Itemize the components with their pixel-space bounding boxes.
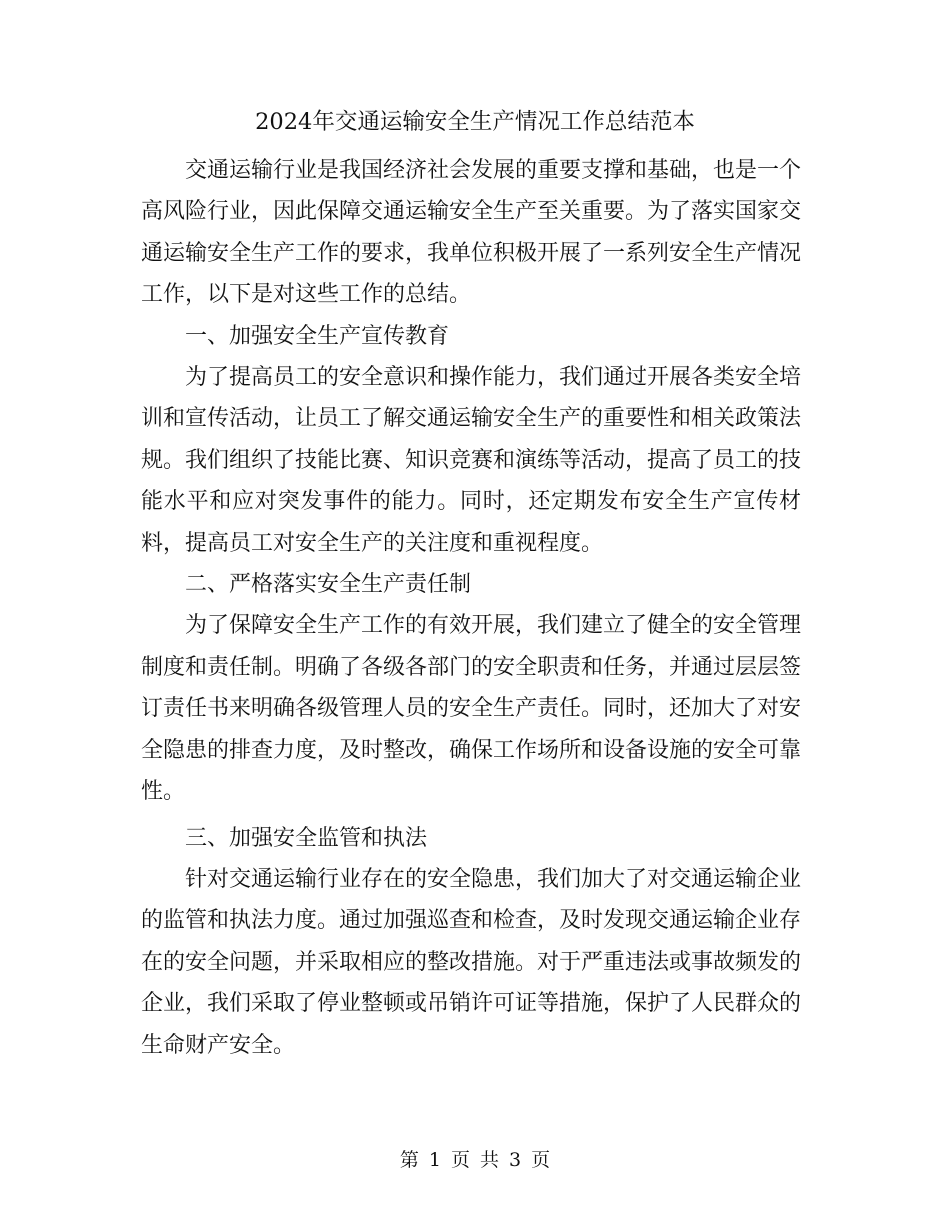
section-paragraph-2: 为了保障安全生产工作的有效开展，我们建立了健全的安全管理制度和责任制。明确了各级各部门的安全职责和任务，并通过层层签订责任书来明确各级管理人员的安全生产责任。同时，还加大了对安全隐患的排查力度，及时整改，确保工作场所和设备设施的安全可靠性。	[141, 613, 802, 805]
intro-paragraph: 交通运输行业是我国经济社会发展的重要支撑和基础，也是一个高风险行业，因此保障交通运输安全生产至关重要。为了落实国家交通运输安全生产工作的要求，我单位积极开展了一系列安全生产情况工作，以下是对这些工作的总结。	[141, 158, 802, 308]
document-body	[141, 150, 801, 1066]
section-paragraph-3: 针对交通运输行业存在的安全隐患，我们加大了对交通运输企业的监管和执法力度。通过加强巡查和检查，及时发现交通运输企业存在的安全问题，并采取相应的整改措施。对于严重违法或事故频发的企业，我们采取了停业整顿或吊销许可证等措施，保护了人民群众的生命财产安全。	[141, 866, 802, 1058]
section-heading-2: 二、严格落实安全生产责任制	[185, 572, 472, 598]
section-heading-1: 一、加强安全生产宣传教育	[185, 323, 450, 349]
section-paragraph-1: 为了提高员工的安全意识和操作能力，我们通过开展各类安全培训和宣传活动，让员工了解交通运输安全生产的重要性和相关政策法规。我们组织了技能比赛、知识竞赛和演练等活动，提高了员工的技能水平和应对突发事件的能力。同时，还定期发布安全生产宣传材料，提高员工对安全生产的关注度和重视程度。	[141, 365, 802, 556]
document-title: 2024年交通运输安全生产情况工作总结范本	[255, 109, 695, 135]
page-number-footer: 第 1 页 共 3 页	[399, 1149, 551, 1171]
section-heading-3: 三、加强安全监管和执法	[185, 825, 428, 851]
